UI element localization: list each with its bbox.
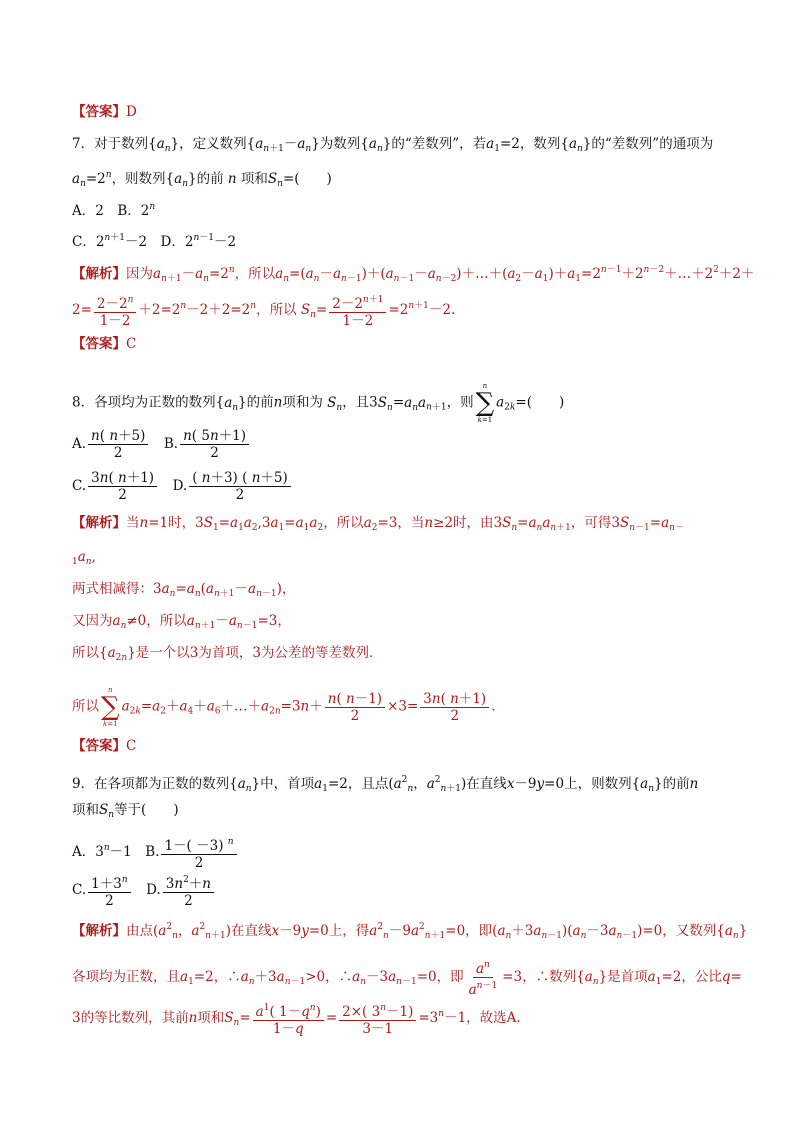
q7-stem-line1: 7．对于数列$\{a_n\}$，定义数列$\{a_{n+1}-a_n\}$为数列$\{a_n\}$的“差数列”，若$a_1=2$，数列$\{a_n\}$的“差数列”的通项为 <box>72 136 714 154</box>
q8-explanation-line3: 两式相减得：$3a_n=a_n(a_{n+1}-a_{n-1})$， <box>72 581 296 599</box>
q9-options-ab: A．$3^n-1$ B. $\frac{1-( -3) ^n}{2}$ <box>72 834 239 871</box>
q9-explanation-line1: 【解析】由点($a^2_n$，$a^2_{n+1}$)在直线x－9y=0上，得$a^2_n-9a^2_{n+1}=0$，即$(a_n+3a_{n-1})(a_n-3a_{n-1})=0$，又数列$\{a_n\}$ <box>72 922 748 941</box>
q8-options-cd: C. $\frac{3n( n+1)}{2}$ D. $\frac{( n+3) ( n+5)}{2}$ <box>72 470 293 503</box>
q8-explanation-line5: 所以$\{a_{2n}\}$是一个以3为首项，3为公差的等差数列． <box>72 645 383 663</box>
q9-options-cd: C. $\frac{1+3^n}{2}$ D. $\frac{3n^2+n}{2}$ <box>72 872 216 909</box>
q6-answer <box>72 103 137 121</box>
q8-options-ab: A. $\frac{n( n+5)}{2}$ B. $\frac{n( 5n+1)}{2}$ <box>72 428 251 461</box>
q8-answer: 【答案】C <box>72 738 137 754</box>
q9-stem-line1: 9．在各项都为正数的数列$\{a_n\}$中，首项$a_1=2$，且点($a^2_n$，$a^2_{n+1}$)在直线x－9y=0上，则数列$\{a_n\}$的前n <box>72 775 699 794</box>
q8-stem: 8．各项均为正数的数列$\{a_n\}$的前n项和为 $S_n$，且$3S_n=a_na_{n+1}$，则 n ∑ k=1 $a_{2k}=$( ) <box>72 382 565 424</box>
q7-explanation-line2: 2= $\frac{2-2^n}{1-2}$ $+2=2^n-2+2=2^n$，所以 $S_n=$ $\frac{2-2^{n+1}}{1-2}$ $=2^{n+1}-2$. <box>72 292 455 329</box>
q7-options-cd: C．$2^{n+1}-2$ D．$2^{n-1}-2$ <box>72 233 237 250</box>
answer-label: 【答案】 <box>72 104 126 120</box>
q8-explanation-line1: 【解析】当n=1时，$3S_1=a_1a_2,3a_1=a_1a_2$，所以$a_2=3$，当n≥2时，由$3S_n=a_na_{n+1}$，可得$3S_{n-1}=a_{n-}$ <box>72 515 684 533</box>
q7-answer: 【答案】C <box>72 336 137 352</box>
q7-explanation-line1: 【解析】因为$a_{n+1}-a_n=2^n$，所以$a_n=(a_n-a_{n-1})+(a_{n-1}-a_{n-2})+\dots+(a_2-a_1)+a_1=2^{n-1}+2^{n-2}+\dots+2^2+2+$ <box>72 265 755 284</box>
q9-explanation-line2: 各项均为正数，且$a_1=2$，$\therefore a_n+3a_{n-1}>0$，$\therefore a_n-3a_{n-1}=0$，即 $\frac{a^n}{a^{n-1}}$ =3，∴数列$\{a_n\}$是首项$a_1=2$，公比q= <box>72 957 742 998</box>
q8-explanation-line6: 所以 n ∑ k=1 $a_{2k}=a_2+a_4+a_6+\dots+a_{2n}=3n+$ $\frac{n( n-1)}{2}$ ×3= $\frac{3n( n+1)}{2}$ . <box>72 686 496 728</box>
q9-stem-line2: 项和$S_n$等于( ) <box>72 802 179 820</box>
q7-options-ab: A．2 B．2$^n$ <box>72 202 156 219</box>
q9-explanation-line3: 3的等比数列，其前n项和$S_n=$ $\frac{a^1( 1-q^n)}{1-q}$ = $\frac{2\times( 3^n-1)}{3-1}$ $=3^n-1$，故选A. <box>72 1000 521 1037</box>
q8-explanation-line4: 又因为$a_n\ne 0$，所以$a_{n+1}-a_{n-1}=3$， <box>72 613 291 631</box>
q8-explanation-line2: $_1a_n$, <box>72 549 96 567</box>
q7-stem-line2: $a_n=2^n$，则数列$\{a_n\}$的前 n 项和$S_n=$( ) <box>72 170 332 189</box>
answer-value: D <box>126 104 137 120</box>
